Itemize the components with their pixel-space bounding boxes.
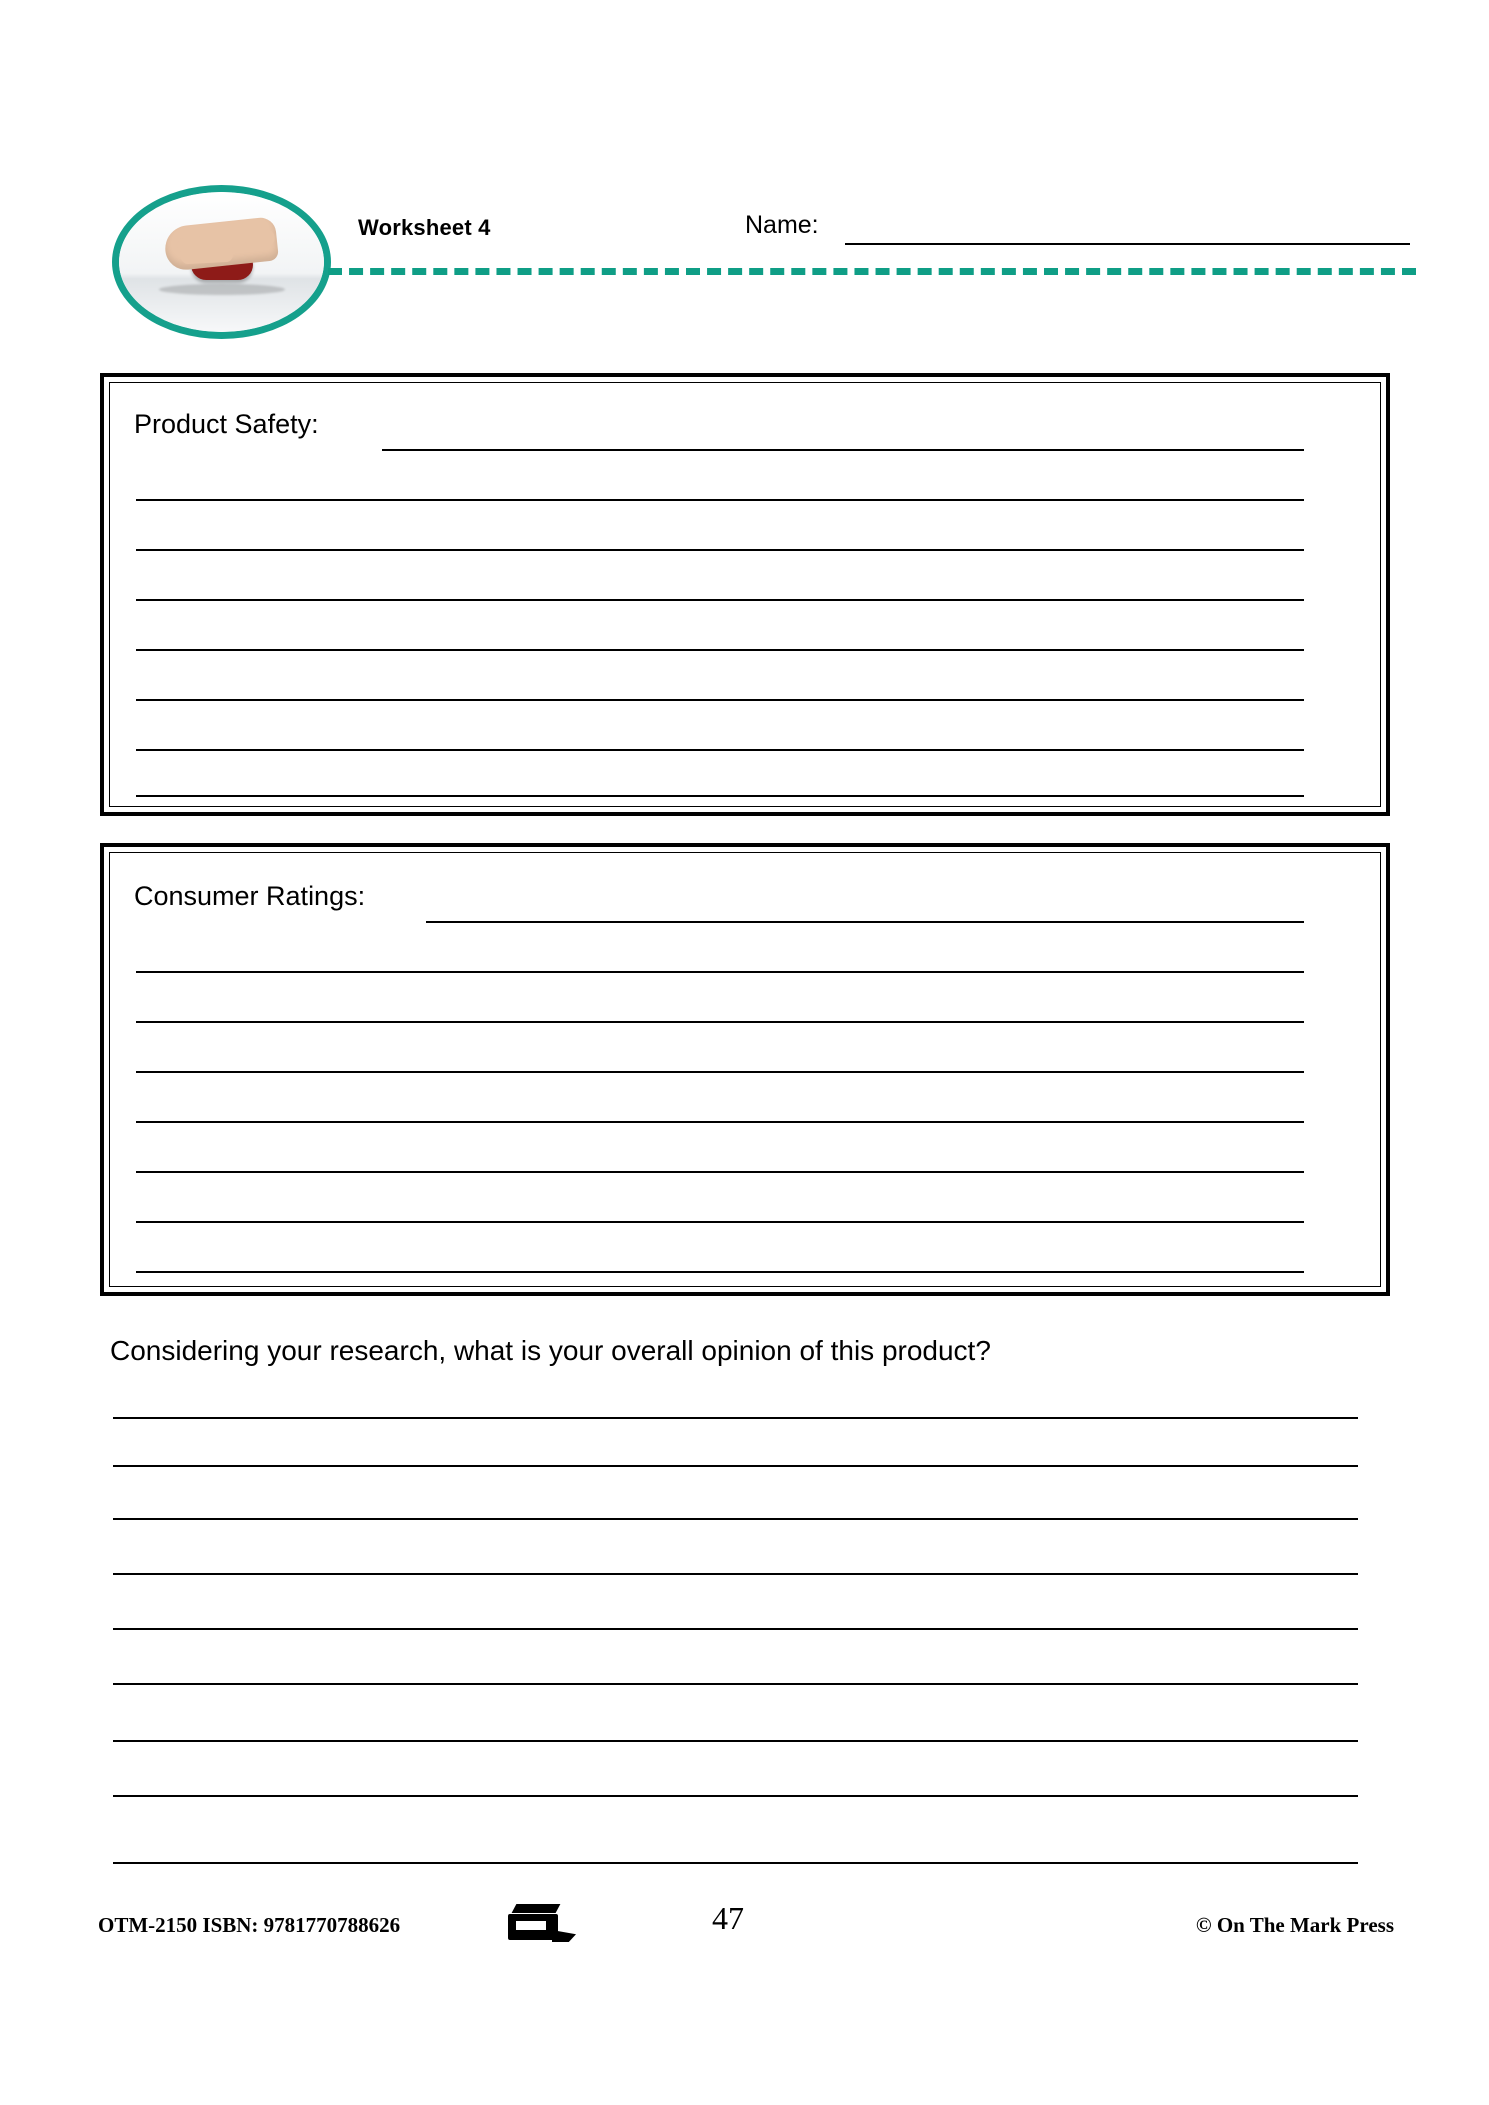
photocopier-icon <box>508 1900 578 1948</box>
answer-line[interactable] <box>113 1417 1358 1419</box>
write-line[interactable] <box>136 795 1304 797</box>
write-line[interactable] <box>136 499 1304 501</box>
write-line[interactable] <box>136 549 1304 551</box>
name-label: Name: <box>745 211 819 239</box>
logo-shadow <box>159 284 285 295</box>
product-safety-box <box>100 373 1390 816</box>
consumer-ratings-box <box>100 843 1390 1296</box>
consumer-ratings-label: Consumer Ratings: <box>134 881 366 911</box>
name-write-line[interactable] <box>845 243 1410 245</box>
write-line[interactable] <box>136 1071 1304 1073</box>
write-line[interactable] <box>136 1171 1304 1173</box>
write-line[interactable] <box>136 599 1304 601</box>
footer-copyright: © On The Mark Press <box>1195 1913 1394 1937</box>
answer-line[interactable] <box>113 1465 1358 1467</box>
worksheet-title: Worksheet 4 <box>358 215 491 240</box>
opinion-question: Considering your research, what is your overall opinion of this product? <box>110 1335 991 1366</box>
copier-tray <box>552 1930 576 1942</box>
answer-line[interactable] <box>113 1573 1358 1575</box>
dashed-divider <box>328 268 1416 275</box>
write-line[interactable] <box>136 649 1304 651</box>
answer-line[interactable] <box>113 1795 1358 1797</box>
answer-line[interactable] <box>113 1683 1358 1685</box>
copier-lid <box>512 1904 561 1913</box>
answer-line[interactable] <box>113 1518 1358 1520</box>
hand-on-mouse-icon <box>112 185 331 339</box>
page-header <box>100 185 1390 330</box>
write-line[interactable] <box>426 921 1304 923</box>
write-line[interactable] <box>136 1121 1304 1123</box>
write-line[interactable] <box>136 1221 1304 1223</box>
write-line[interactable] <box>136 1021 1304 1023</box>
write-line[interactable] <box>136 1271 1304 1273</box>
answer-line[interactable] <box>113 1740 1358 1742</box>
write-line[interactable] <box>136 699 1304 701</box>
write-line[interactable] <box>382 449 1304 451</box>
write-line[interactable] <box>136 749 1304 751</box>
copier-screen <box>516 1921 546 1930</box>
footer-isbn: OTM-2150 ISBN: 9781770788626 <box>98 1913 401 1937</box>
product-safety-label: Product Safety: <box>134 409 319 439</box>
write-line[interactable] <box>136 971 1304 973</box>
box-inner-border <box>109 382 1381 807</box>
finger-icon <box>181 248 234 265</box>
answer-line[interactable] <box>113 1628 1358 1630</box>
answer-line[interactable] <box>113 1862 1358 1864</box>
page-number: 47 <box>712 1900 744 1936</box>
